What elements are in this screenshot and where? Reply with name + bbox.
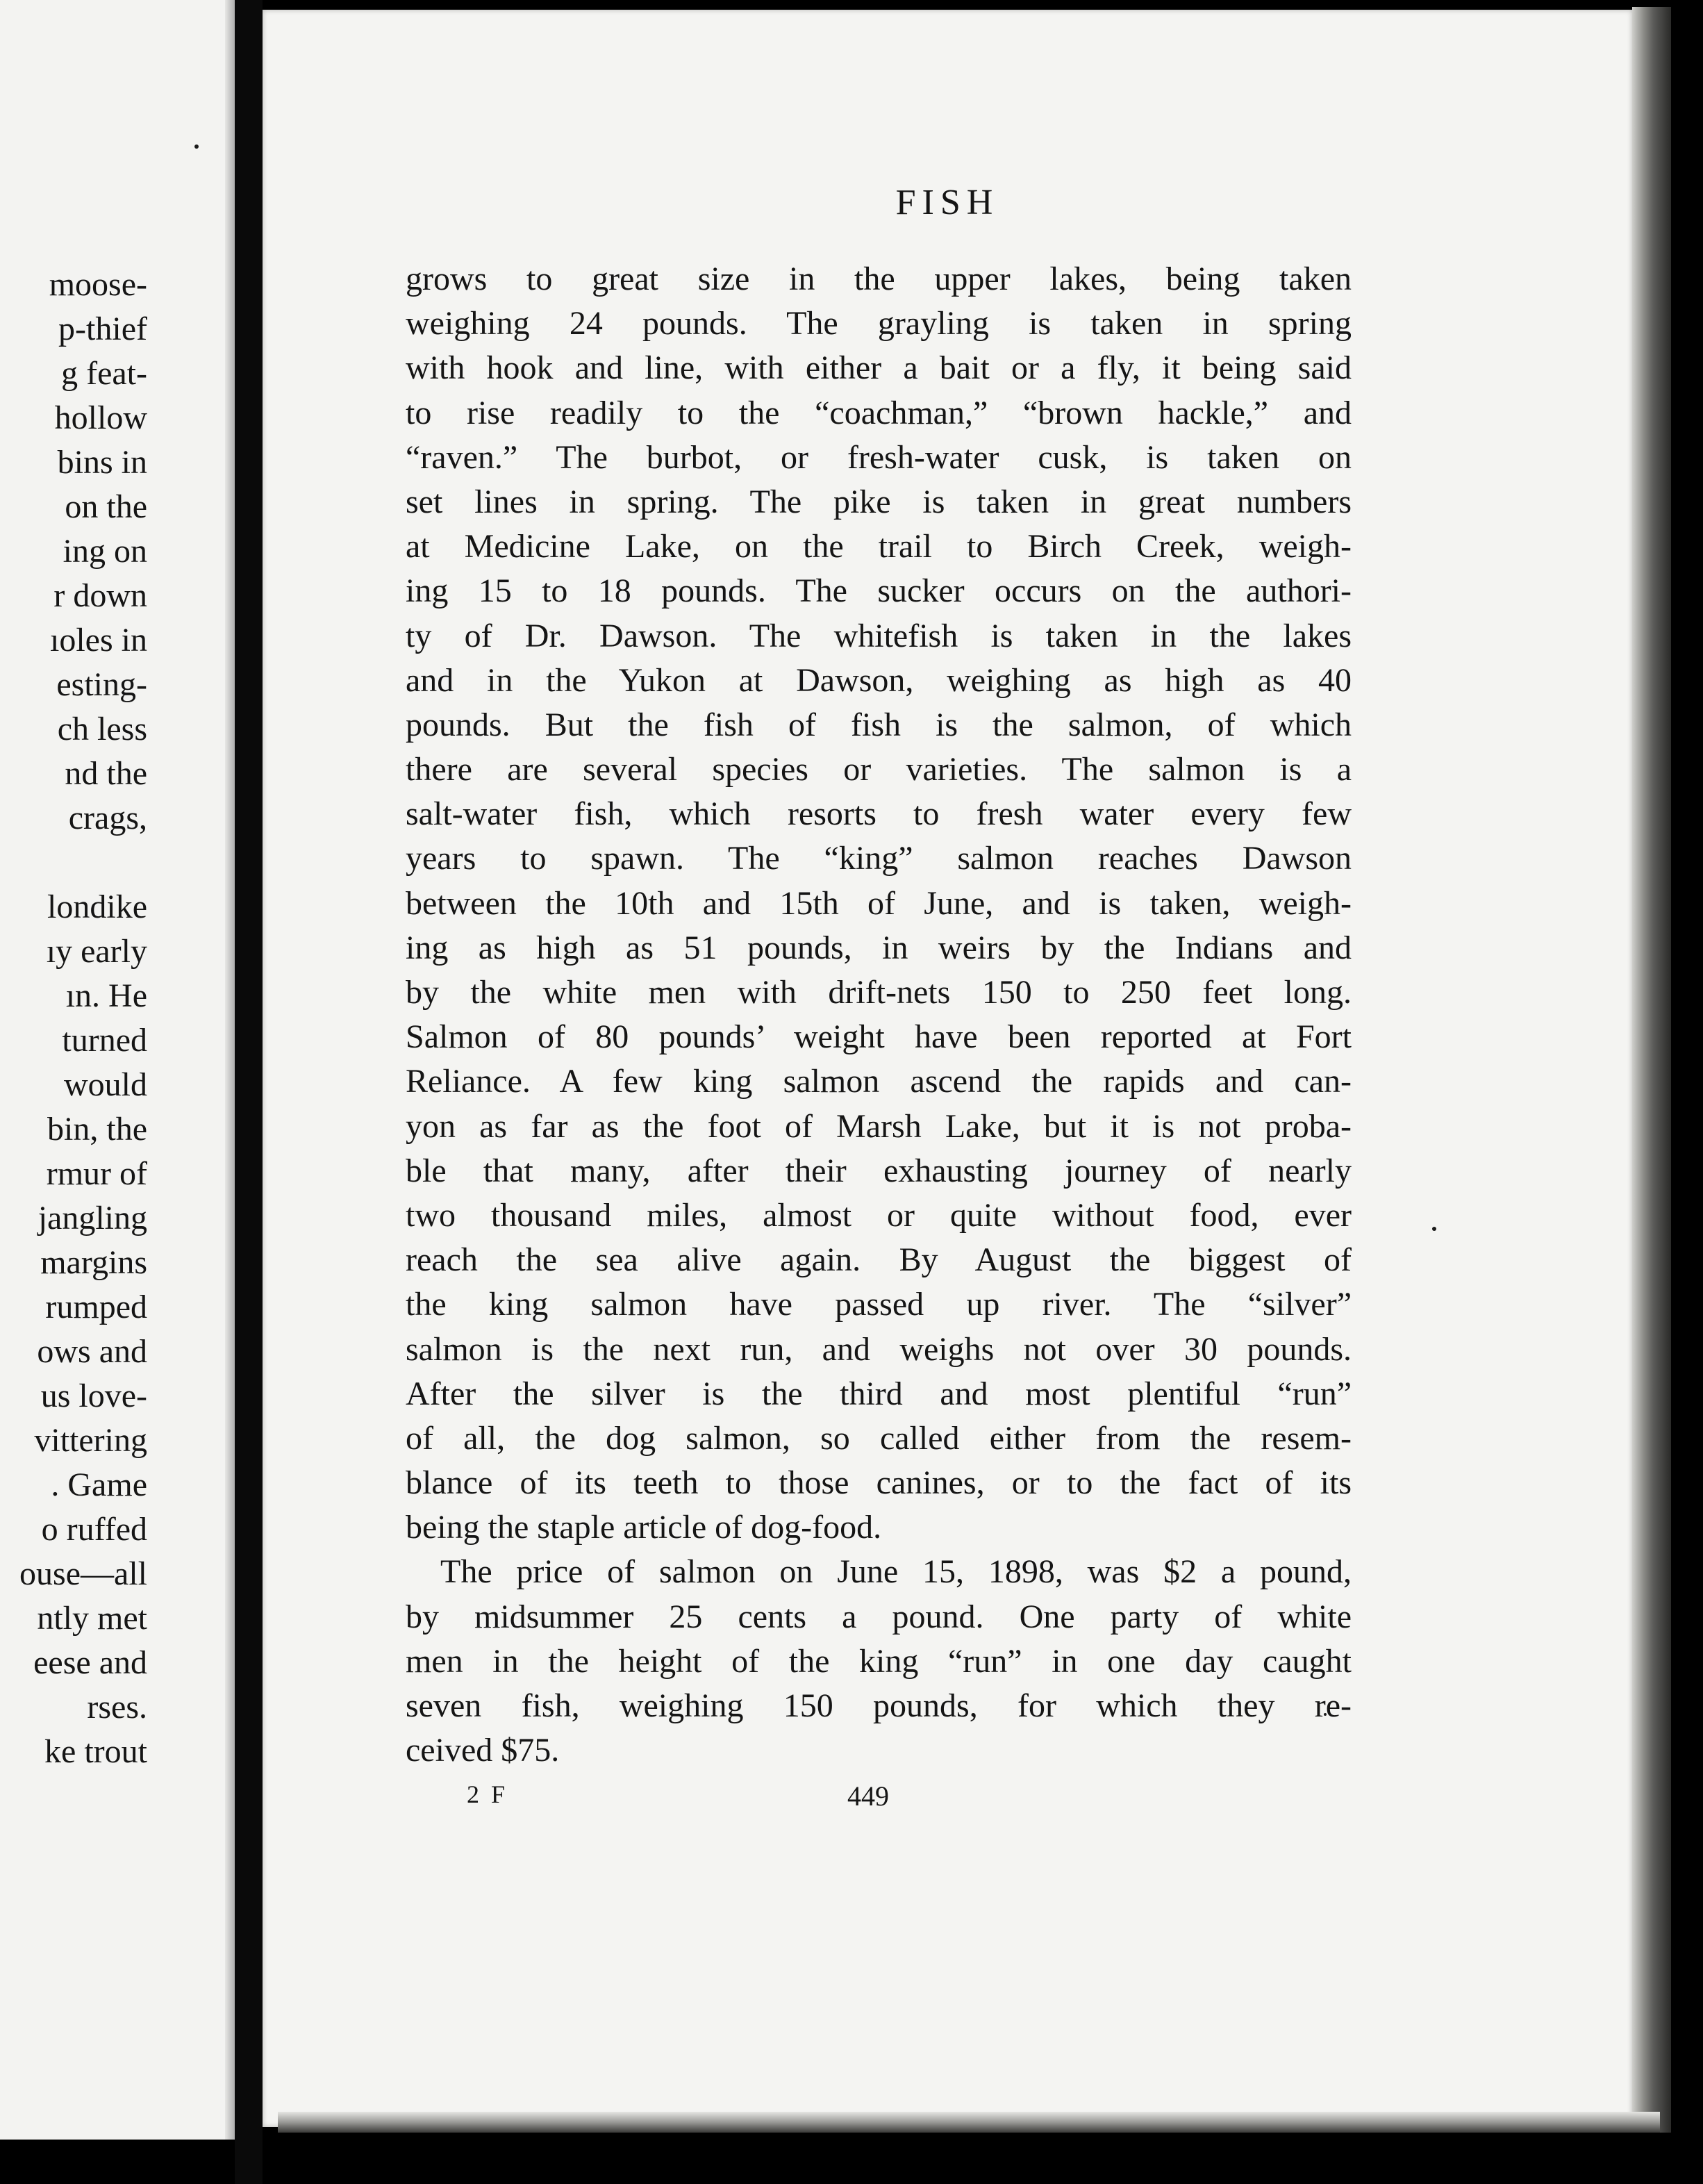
previous-page-line: eese and bbox=[33, 1644, 147, 1681]
paragraph bbox=[406, 257, 1352, 1550]
previous-page-text-column bbox=[0, 0, 147, 2140]
page-number: 449 bbox=[847, 1780, 889, 1812]
previous-page-line: margins bbox=[40, 1244, 147, 1281]
previous-page-line: nd the bbox=[65, 755, 147, 792]
text-line: two thousand miles, almost or quite without food, ever bbox=[406, 1196, 1352, 1234]
text-line: salmon is the next run, and weighs not over 30 pounds. bbox=[406, 1330, 1352, 1368]
previous-page-line: on the bbox=[65, 488, 147, 525]
previous-page-line: ın. He bbox=[65, 977, 147, 1014]
text-line: The price of salmon on June 15, 1898, was $2 a pound, bbox=[440, 1553, 1352, 1591]
text-line: “raven.” The burbot, or fresh-water cusk, is taken on bbox=[406, 438, 1352, 476]
text-line: of all, the dog salmon, so called either from the resem- bbox=[406, 1419, 1352, 1457]
previous-page-line: ke trout bbox=[44, 1733, 147, 1770]
text-line: ing 15 to 18 pounds. The sucker occurs on the authori- bbox=[406, 572, 1352, 610]
previous-page-line: ntly met bbox=[37, 1600, 147, 1637]
previous-page-line: bin, the bbox=[47, 1111, 147, 1148]
text-line: grows to great size in the upper lakes, being taken bbox=[406, 260, 1352, 297]
previous-page-line: esting- bbox=[56, 666, 147, 703]
previous-page-line: r down bbox=[53, 577, 147, 614]
previous-page-line: moose- bbox=[49, 266, 147, 303]
text-line: by midsummer 25 cents a pound. One party of white bbox=[406, 1598, 1352, 1635]
text-line: ble that many, after their exhausting journey of nearly bbox=[406, 1152, 1352, 1189]
previous-page-line: turned bbox=[62, 1022, 147, 1059]
text-line: at Medicine Lake, on the trail to Birch Creek, weigh- bbox=[406, 528, 1352, 565]
text-line: Salmon of 80 pounds’ weight have been reported at Fort bbox=[406, 1018, 1352, 1056]
text-line: years to spawn. The “king” salmon reaches Dawson bbox=[406, 840, 1352, 877]
text-line: yon as far as the foot of Marsh Lake, but it is not proba- bbox=[406, 1107, 1352, 1145]
text-line: blance of its teeth to those canines, or to the fact of its bbox=[406, 1464, 1352, 1502]
previous-page-line: jangling bbox=[38, 1200, 147, 1236]
text-line: ceived $75. bbox=[406, 1732, 560, 1769]
text-line: there are several species or varieties. The salmon is a bbox=[406, 751, 1352, 788]
text-line: to rise readily to the “coachman,” “brown hackle,” and bbox=[406, 394, 1352, 431]
text-line: weighing 24 pounds. The grayling is taken in spring bbox=[406, 305, 1352, 342]
text-line: pounds. But the fish of fish is the salmon, of which bbox=[406, 706, 1352, 743]
text-line: reach the sea alive again. By August the biggest of bbox=[406, 1241, 1352, 1279]
scan-speck bbox=[194, 144, 199, 149]
previous-page-line: ows and bbox=[37, 1333, 147, 1370]
text-line: seven fish, weighing 150 pounds, for which they re- bbox=[406, 1687, 1352, 1724]
previous-page-lines bbox=[19, 263, 147, 1774]
previous-page-line: hollow bbox=[54, 399, 147, 436]
previous-page-line: ch less bbox=[57, 711, 147, 747]
previous-page-line: . Game bbox=[51, 1466, 147, 1503]
previous-page-line: ıoles in bbox=[50, 622, 147, 659]
previous-page-line: bins in bbox=[57, 444, 147, 481]
previous-page-line: ing on bbox=[63, 533, 147, 570]
text-line: with hook and line, with either a bait or a fly, it being said bbox=[406, 349, 1352, 387]
page-stack-edge-right bbox=[1632, 7, 1671, 2133]
text-line: salt-water fish, which resorts to fresh water every few bbox=[406, 795, 1352, 833]
previous-page-line: p-thief bbox=[58, 311, 147, 347]
page-stack-edge-bottom bbox=[278, 2112, 1660, 2133]
text-line: Reliance. A few king salmon ascend the rapids and can- bbox=[406, 1063, 1352, 1100]
previous-page-line: rmur of bbox=[46, 1155, 147, 1192]
body-text bbox=[406, 257, 1352, 1773]
text-line: and in the Yukon at Dawson, weighing as high as 40 bbox=[406, 661, 1352, 699]
previous-page-line: ouse—all bbox=[19, 1555, 147, 1592]
book-gutter bbox=[235, 0, 263, 2184]
text-line: ty of Dr. Dawson. The whitefish is taken in the lakes bbox=[406, 617, 1352, 654]
text-line: the king salmon have passed up river. The “silver” bbox=[406, 1286, 1352, 1323]
running-head: FISH bbox=[895, 183, 999, 222]
previous-page-line: g feat- bbox=[61, 355, 147, 392]
previous-page-line: crags, bbox=[68, 800, 147, 836]
text-line: being the staple article of dog-food. bbox=[406, 1509, 882, 1546]
previous-page-fragment bbox=[0, 0, 235, 2140]
paragraph bbox=[406, 1550, 1352, 1773]
text-line: ing as high as 51 pounds, in weirs by the Indians and bbox=[406, 929, 1352, 966]
previous-page-line: londike bbox=[47, 888, 147, 925]
text-line: set lines in spring. The pike is taken in great numbers bbox=[406, 483, 1352, 520]
previous-page-line: o ruffed bbox=[41, 1511, 147, 1548]
scan-speck bbox=[1432, 1227, 1436, 1231]
previous-page-line: vittering bbox=[34, 1422, 147, 1459]
text-line: men in the height of the king “run” in one day caught bbox=[406, 1642, 1352, 1680]
previous-page-line: would bbox=[64, 1066, 147, 1103]
text-line: between the 10th and 15th of June, and is taken, weigh- bbox=[406, 884, 1352, 922]
previous-page-line: rumped bbox=[45, 1289, 147, 1325]
previous-page-line bbox=[19, 841, 147, 885]
text-line: After the silver is the third and most plentiful “run” bbox=[406, 1375, 1352, 1412]
previous-page-line: ıy early bbox=[46, 933, 147, 970]
previous-page-line: rses. bbox=[87, 1689, 147, 1726]
signature-mark: 2 F bbox=[467, 1780, 508, 1808]
previous-page-line: us love- bbox=[40, 1378, 147, 1414]
text-line: by the white men with drift-nets 150 to 250 feet long. bbox=[406, 974, 1352, 1011]
